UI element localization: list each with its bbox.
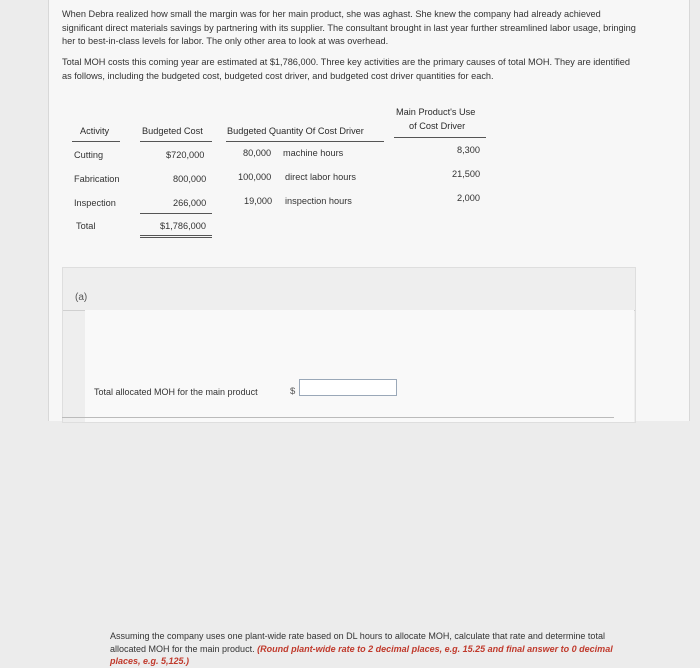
row-cutting-activity: Cutting [74,150,104,160]
total-double-rule-1 [140,235,212,236]
answer-label: Total allocated MOH for the main product [94,387,258,397]
total-double-rule-2 [140,237,212,238]
row-inspection-qty: 19,000 [244,196,273,206]
part-a-question [110,630,640,668]
row-inspection-driver: inspection hours [285,196,352,206]
part-a-rounding-hint: (Round plant-wide rate to 2 decimal places, e.g. 15.25 and final answer to 0 decimal places, e.g. 5,125.) [110,643,613,666]
row-fabrication-use: 21,500 [452,169,481,179]
row-fabrication-driver: direct labor hours [285,172,356,182]
row-fabrication-cost: 800,000 [173,174,207,184]
part-a-panel [62,267,636,666]
total-rule [140,213,212,214]
row-cutting-cost: $720,000 [166,150,205,160]
header-budgeted-cost: Budgeted Cost [142,126,203,136]
row-total-activity: Total [76,221,96,231]
header-budgeted-quantity: Budgeted Quantity Of Cost Driver [227,126,364,136]
part-a-body [85,310,634,666]
currency-symbol: $ [290,386,296,397]
row-inspection-cost: 266,000 [173,198,207,208]
row-cutting-driver: machine hours [283,148,344,158]
row-inspection-use: 2,000 [457,193,480,203]
part-a-question-text: Assuming the company uses one plant-wide rate based on DL hours to allocate MOH, calculate that rate and determine total allocated MOH for the main product. [110,631,605,654]
header-main-use-line2: of Cost Driver [409,121,466,131]
header-main-use-line1: Main Product's Use [396,107,476,117]
row-cutting-use: 8,300 [457,145,480,155]
header-underline-activity [72,141,120,142]
bottom-divider [62,417,614,418]
intro-paragraph: When Debra realized how small the margin was for her main product, she was aghast. She knew the company had already achieved significant direct materials savings by partnering with its supplier. The consultant brought in last year further streamlined labor usage, bringing her to best-in-class levels for labor. The only other area to look at was overhead. [62,9,636,46]
header-underline-cost [140,141,212,142]
row-fabrication-activity: Fabrication [74,174,120,184]
row-inspection-activity: Inspection [74,198,116,208]
header-underline-qty [226,141,384,142]
row-fabrication-qty: 100,000 [238,172,272,182]
total-allocated-moh-input[interactable] [299,379,397,396]
row-total-cost: $1,786,000 [160,221,206,231]
header-activity: Activity [80,126,110,136]
header-underline-use [394,137,486,138]
part-a-label: (a) [75,292,88,303]
row-cutting-qty: 80,000 [243,148,272,158]
moh-paragraph: Total MOH costs this coming year are estimated at $1,786,000. Three key activities are the primary causes of total MOH. They are identified as follows, including the budgeted cost, budgeted cost driver, and budgeted cost driver quantities for each. [62,57,631,81]
